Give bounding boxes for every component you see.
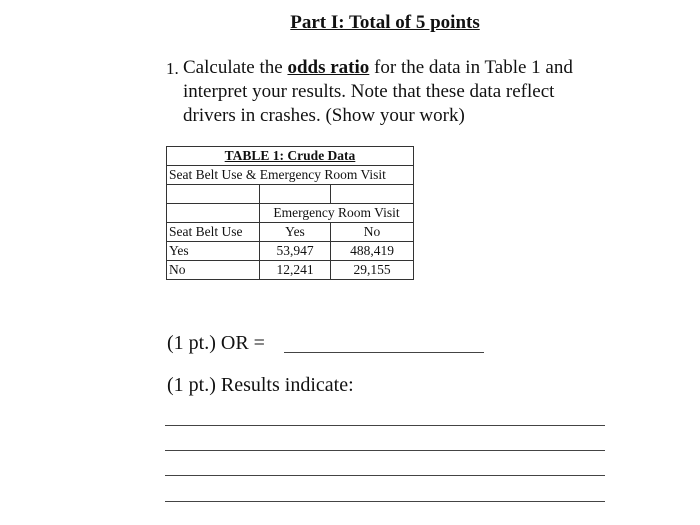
row-header: Seat Belt Use [167,223,260,242]
odds-ratio-emphasis: odds ratio [287,57,370,78]
empty-cell [167,204,260,223]
question-line-2: interpret your results. Note that these data reflect [183,81,555,102]
table-subtitle: Seat Belt Use & Emergency Room Visit [167,166,414,185]
section-title: Part I: Total of 5 points [290,12,480,33]
question-line-3: drivers in crashes. (Show your work) [183,105,465,126]
answer-line[interactable] [165,425,605,426]
table-row [167,261,414,280]
column-group-header: Emergency Room Visit [260,204,414,223]
col-header-no: No [331,223,414,242]
question-line-1 [183,57,573,79]
table-row [167,242,414,261]
row-label: No [167,261,260,280]
cell-yes: 12,241 [260,261,331,280]
empty-cell [260,185,331,204]
empty-cell [331,185,414,204]
results-label: (1 pt.) Results indicate: [167,374,354,396]
answer-line[interactable] [165,475,605,476]
answer-line[interactable] [165,501,605,502]
question-text: Calculate the [183,57,288,78]
answer-line[interactable] [165,450,605,451]
or-label: (1 pt.) OR = [167,332,265,354]
cell-no: 29,155 [331,261,414,280]
cell-yes: 53,947 [260,242,331,261]
crude-data-table [166,146,414,280]
empty-cell [167,185,260,204]
cell-no: 488,419 [331,242,414,261]
col-header-yes: Yes [260,223,331,242]
row-label: Yes [167,242,260,261]
question-text: for the data in Table 1 and [369,57,573,78]
question-number: 1. [166,59,179,78]
or-answer-blank[interactable] [284,352,484,353]
table-title: TABLE 1: Crude Data [167,147,414,166]
